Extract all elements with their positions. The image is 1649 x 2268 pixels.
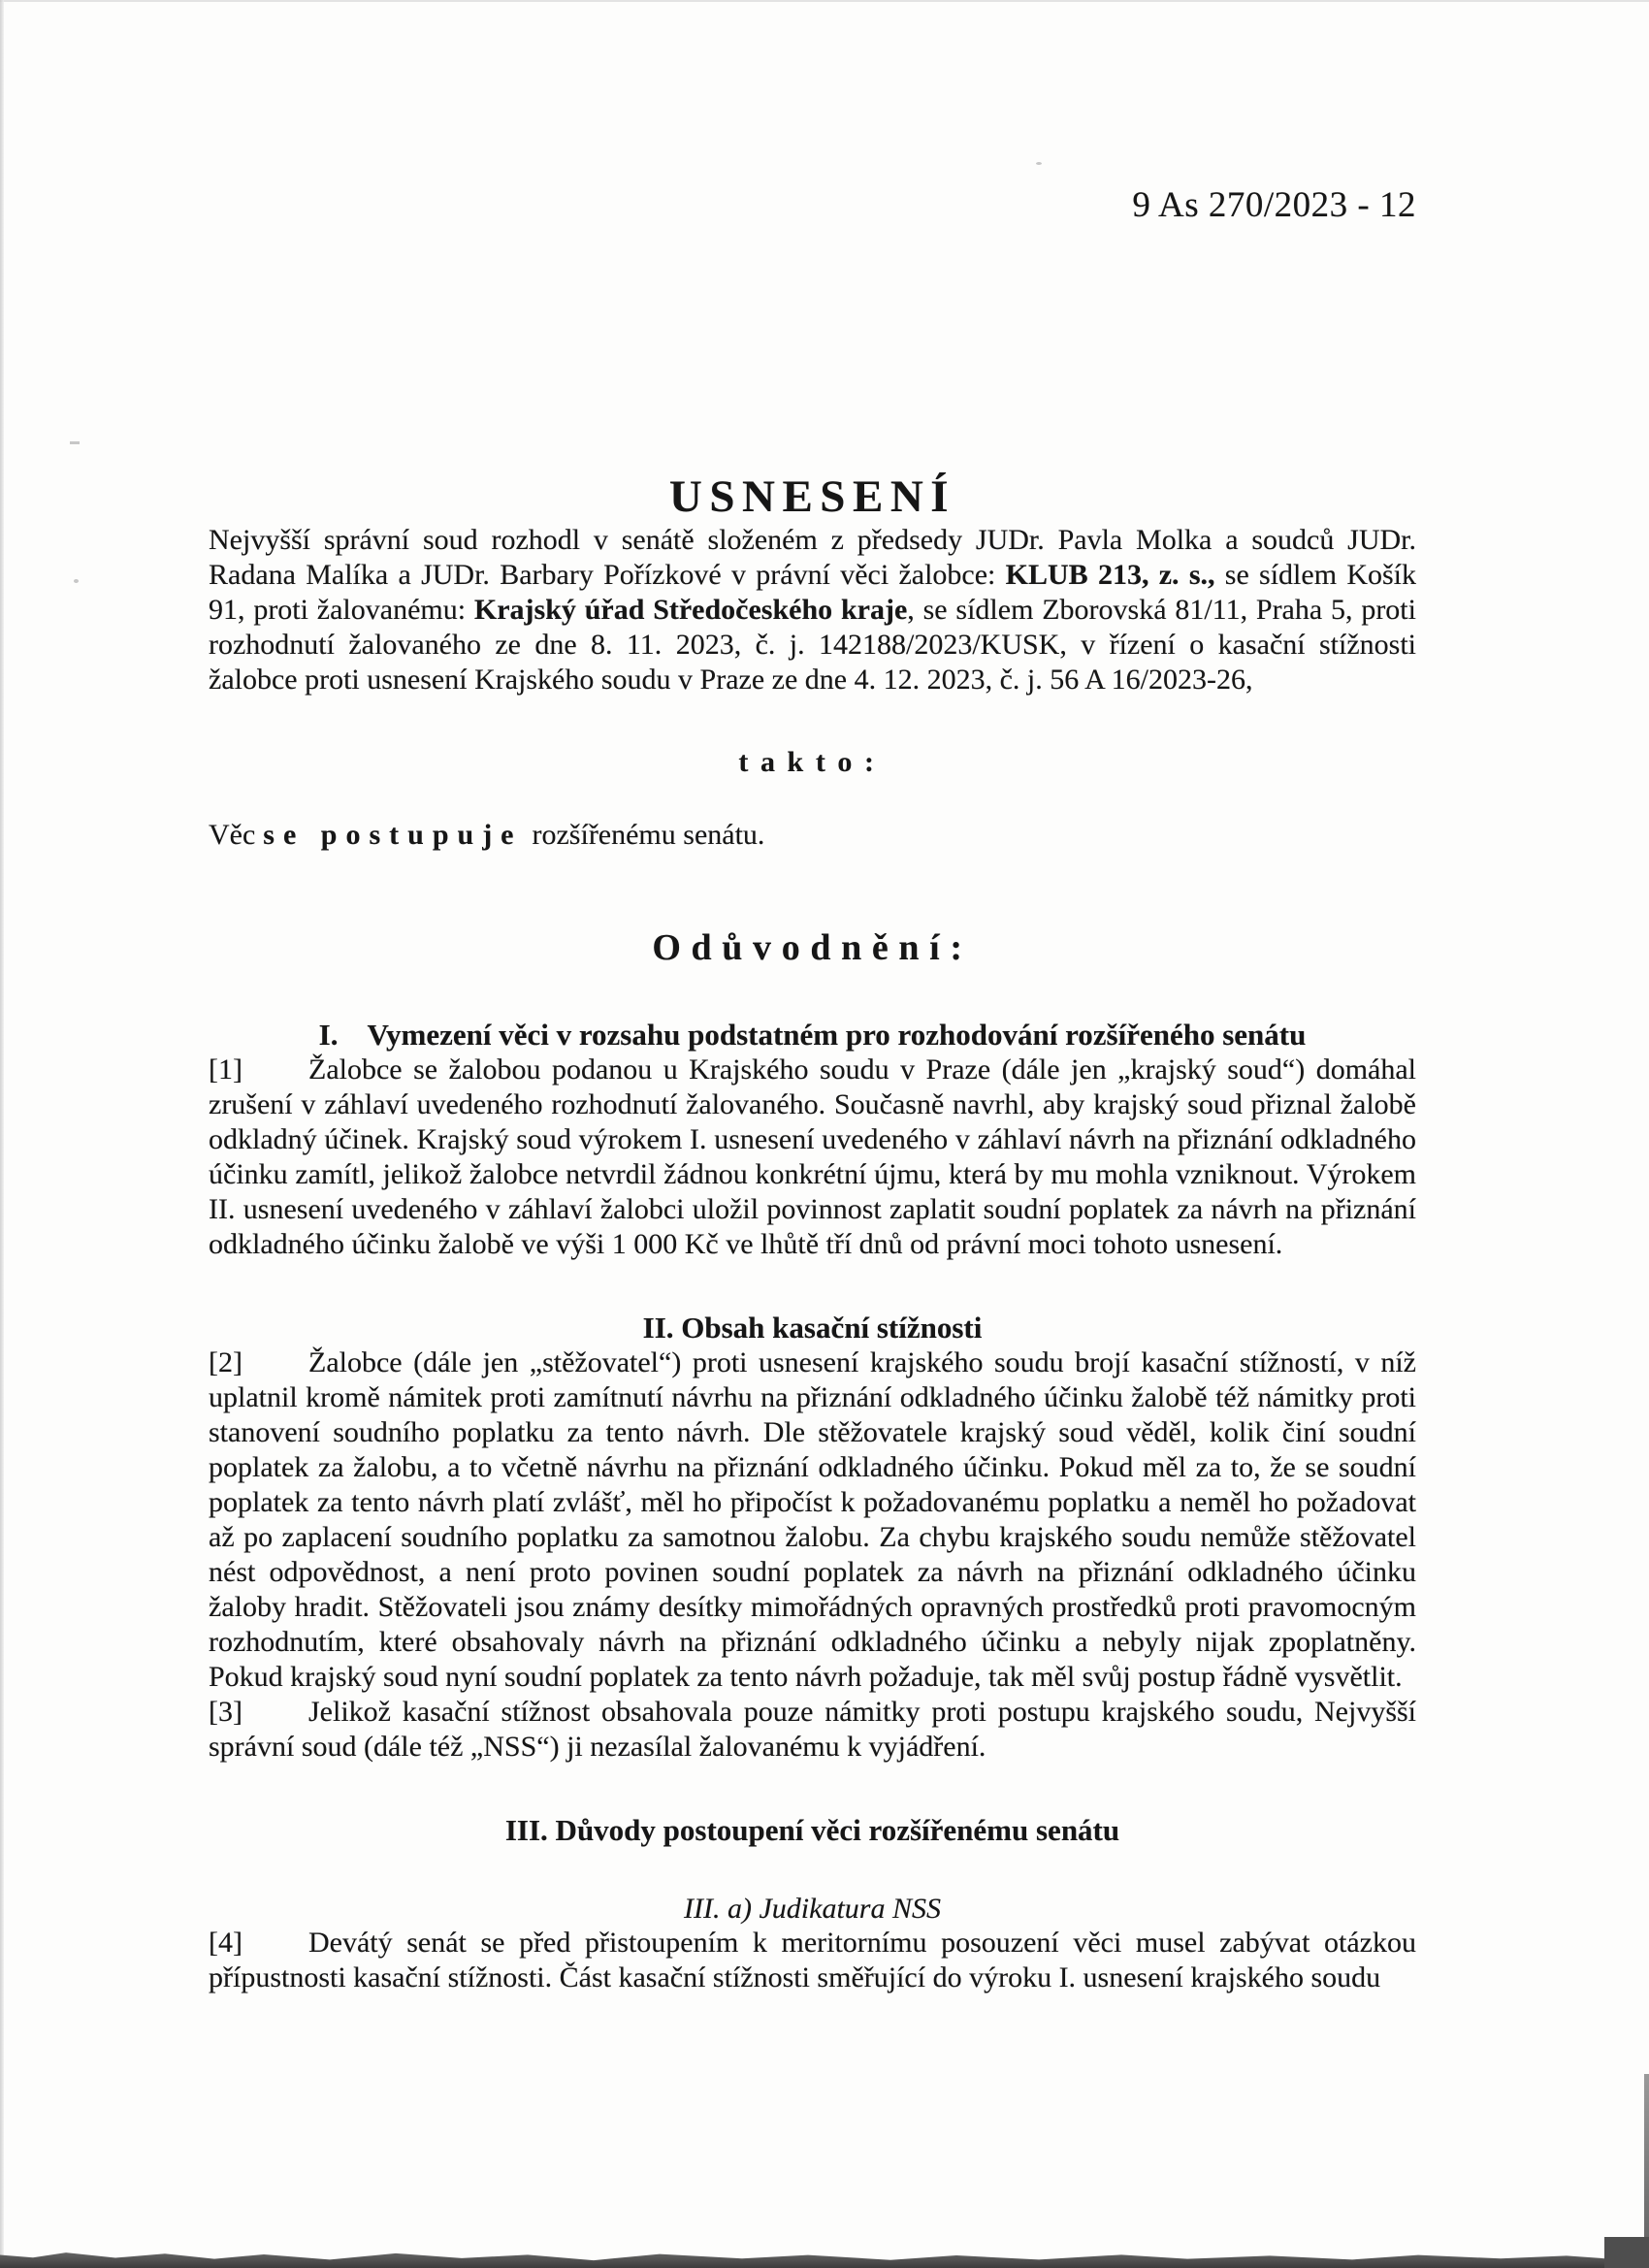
reasoning-heading: Odůvodnění: bbox=[652, 927, 973, 968]
takto-label: takto: bbox=[738, 746, 887, 778]
intro-text-1: Nejvyšší správní soud rozhodl v senátě složeném z předsedy JUDr. Pavla Molka a soudců JUDr. Radana Malíka a JUDr. Barbary Pořízkové v právní věci žalobce: bbox=[209, 524, 1416, 591]
subsection-heading-3a: III. a) Judikatura NSS bbox=[684, 1893, 941, 1925]
paragraph-3 bbox=[209, 1695, 1416, 1765]
paragraph-4-number: [4] bbox=[209, 1927, 242, 1959]
section-1-title: Vymezení věci v rozsahu podstatném pro rozhodování rozšířeného senátu bbox=[367, 1018, 1307, 1052]
paragraph-2 bbox=[209, 1345, 1416, 1695]
verdict-text-2: rozšířenému senátu. bbox=[532, 819, 765, 851]
paragraph-1-text: Žalobce se žalobou podanou u Krajského soudu v Praze (dále jen „krajský soud“) domáhal zrušení v záhlaví uvedeného rozhodnutí žalovaného. Současně navrhl, aby krajský soud přiznal žalobě odkladný účinek. Krajský soud výrokem I. usnesení uvedeného v záhlaví návrh na přiznání odkladného účinku zamítl, jelikož žalobce netvrdil žádnou konkrétní újmu, která by mu mohla vzniknout. Výrokem II. usnesení uvedeného v záhlaví žalobci uložil povinnost zaplatit soudní poplatek za návrh na přiznání odkladného účinku žalobě ve výši 1 000 Kč ve lhůtě tří dnů od právní moci tohoto usnesení. bbox=[209, 1053, 1416, 1260]
scan-top-edge bbox=[0, 0, 1649, 2]
scan-bottom-edge bbox=[0, 2251, 1649, 2268]
verdict-operative-words: se postupuje bbox=[263, 819, 523, 851]
paragraph-1 bbox=[209, 1053, 1416, 1262]
case-number: 9 As 270/2023 - 12 bbox=[1132, 185, 1416, 225]
paragraph-3-text: Jelikož kasační stížnost obsahovala pouze námitky proti postupu krajského soudu, Nejvyšší správní soud (dále též „NSS“) ji nezasílal žalovanému k vyjádření. bbox=[209, 1696, 1416, 1763]
paragraph-4 bbox=[209, 1926, 1416, 1995]
document-content bbox=[209, 0, 1416, 1995]
scan-speck bbox=[74, 579, 79, 583]
defendant-name: Krajský úřad Středočeského kraje bbox=[473, 594, 908, 626]
intro-text-2: se sídlem Košík 91, proti žalovanému: bbox=[209, 559, 1416, 626]
paragraph-3-number: [3] bbox=[209, 1696, 242, 1728]
paragraph-2-number: [2] bbox=[209, 1346, 242, 1378]
paragraph-2-text: Žalobce (dále jen „stěžovatel“) proti usnesení krajského soudu brojí kasační stížností, v níž uplatnil kromě námitek proti zamítnutí návrhu na přiznání odkladného účinku žalobě též námitky proti stanovení soudního poplatku za tento návrh. Dle stěžovatele krajský soud věděl, kolik činí soudní poplatek za žalobu, a to včetně návrhu na přiznání odkladného účinku. Pokud měl za to, že se soudní poplatek za tento návrh platí zvlášť, měl ho připočíst k požadovanému poplatku a neměl ho požadovat až po zaplacení soudního poplatku za samotnou žalobu. Za chybu krajského soudu nemůže stěžovatel nést odpovědnost, a není proto povinen soudní poplatek za návrh na přiznání odkladného účinku žaloby hradit. Stěžovateli jsou známy desítky mimořádných opravných prostředků proti pravomocným rozhodnutím, které obsahovaly návrh na přiznání odkladného účinku a nebyly nijak zpoplatněny. Pokud krajský soud nyní soudní poplatek za tento návrh požaduje, tak měl svůj postup řádně vysvětlit. bbox=[209, 1346, 1416, 1693]
paragraph-4-text: Devátý senát se před přistoupením k meritornímu posouzení věci musel zabývat otázkou přípustnosti kasační stížnosti. Část kasační stížnosti směřující do výroku I. usnesení krajského soudu bbox=[209, 1927, 1416, 1993]
section-heading-2: II. Obsah kasační stížnosti bbox=[642, 1311, 983, 1345]
intro-text-3: , se sídlem Zborovská 81/11, Praha 5, proti rozhodnutí žalovaného ze dne 8. 11. 2023, č. j. 142188/2023/KUSK, v řízení o kasační stížnosti žalobce proti usnesení Krajského soudu v Praze ze dne 4. 12. 2023, č. j. 56 A 16/2023-26, bbox=[209, 594, 1416, 696]
scan-speck bbox=[70, 441, 80, 444]
section-heading-3: III. Důvody postoupení věci rozšířenému senátu bbox=[504, 1813, 1120, 1847]
scan-corner-block bbox=[1604, 2237, 1649, 2268]
verdict-text-1: Věc bbox=[209, 819, 256, 851]
paragraph-1-number: [1] bbox=[209, 1053, 242, 1085]
scan-speck bbox=[1036, 162, 1042, 165]
scan-left-edge bbox=[0, 0, 4, 2268]
section-heading-1 bbox=[209, 1018, 1416, 1053]
plaintiff-name: KLUB 213, z. s., bbox=[1005, 559, 1215, 591]
decision-title: USNESENÍ bbox=[668, 471, 956, 522]
intro-paragraph bbox=[209, 523, 1416, 697]
verdict-line bbox=[209, 818, 1416, 853]
section-1-number: I. bbox=[318, 1018, 339, 1052]
